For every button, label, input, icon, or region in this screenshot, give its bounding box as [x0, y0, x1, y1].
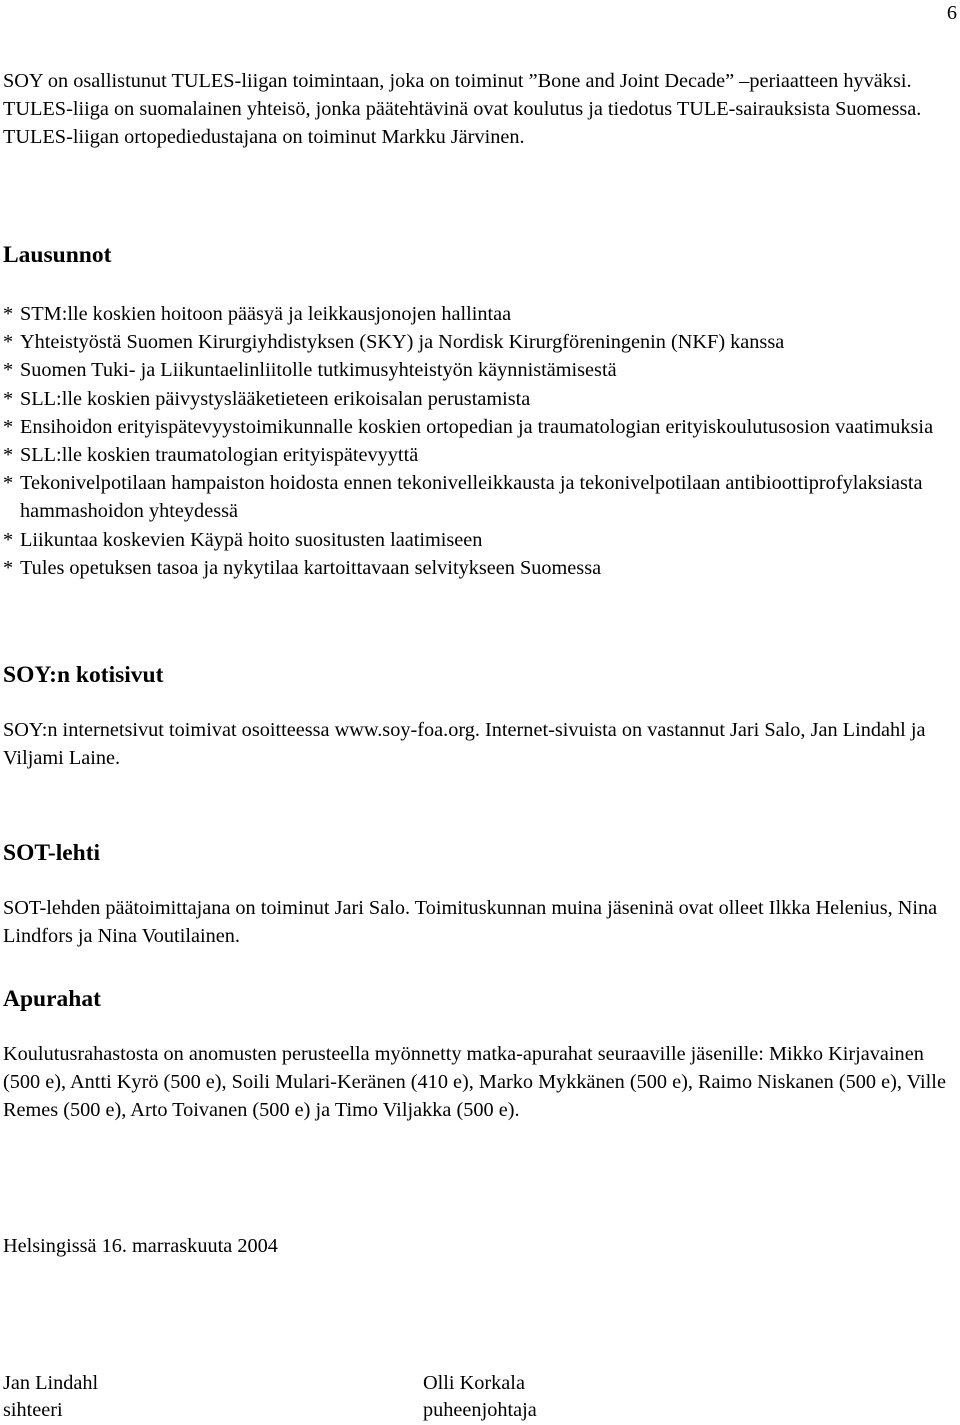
bullet-marker: *	[3, 359, 14, 382]
list-item-text: Tules opetuksen tasoa ja nykytilaa kartoittavaan selvitykseen Suomessa	[20, 556, 602, 579]
list-item	[3, 385, 958, 413]
bullet-marker: *	[3, 331, 14, 354]
list-item	[3, 526, 958, 554]
list-item	[3, 469, 958, 525]
signatory-name: Olli Korkala	[423, 1372, 525, 1394]
list-item-text: STM:lle koskien hoitoon pääsyä ja leikkausjonojen hallintaa	[20, 303, 512, 325]
bullet-marker: *	[3, 528, 14, 551]
list-item-text: Ensihoidon erityispätevyystoimikunnalle koskien ortopedian ja traumatologian erityiskoulutusosion vaatimuksia	[20, 415, 934, 438]
intro-paragraph: SOY on osallistunut TULES-liigan toimintaan, joka on toiminut ”Bone and Joint Decade” –periaatteen hyväksi. TULES-liiga on suomalainen yhteisö, jonka päätehtävinä ovat koulutus ja tiedotus TULE-sairauksista Suomessa. TULES-liigan ortopediedustajana on toiminut Markku Järvinen.	[3, 70, 922, 149]
bullet-marker: *	[3, 303, 14, 325]
list-item-text: SLL:lle koskien päivystyslääketieteen erikoisalan perustamista	[20, 387, 531, 410]
place-and-date: Helsingissä 16. marraskuuta 2004	[3, 1235, 278, 1257]
signatory-title: sihteeri	[3, 1399, 63, 1421]
list-item-text: Suomen Tuki- ja Liikuntaelinliitolle tutkimusyhteistyön käynnistämisestä	[20, 359, 617, 382]
list-item-text: Tekonivelpotilaan hampaiston hoidosta ennen tekonivelleikkausta ja tekonivelpotilaan antibioottiprofylaksiasta hammashoidon yhteydessä	[20, 472, 923, 523]
list-item-text: SLL:lle koskien traumatologian erityispätevyyttä	[20, 444, 419, 467]
list-item	[3, 441, 958, 469]
list-item	[3, 300, 958, 328]
statements-list	[3, 300, 958, 582]
list-item	[3, 413, 958, 441]
bullet-marker: *	[3, 556, 14, 579]
signature-chairman	[423, 1370, 537, 1424]
bullet-marker: *	[3, 415, 14, 438]
heading-kotisivut: SOY:n kotisivut	[3, 662, 164, 688]
heading-lausunnot: Lausunnot	[3, 242, 112, 268]
signatory-title: puheenjohtaja	[423, 1399, 537, 1421]
list-item	[3, 356, 958, 384]
signature-secretary	[3, 1370, 98, 1424]
bullet-marker: *	[3, 472, 14, 495]
bullet-marker: *	[3, 387, 14, 410]
list-item-text: Liikuntaa koskevien Käypä hoito suositusten laatimiseen	[20, 528, 483, 551]
heading-sot-lehti: SOT-lehti	[3, 840, 101, 866]
signatory-name: Jan Lindahl	[3, 1372, 99, 1394]
list-item	[3, 554, 958, 582]
page-number: 6	[946, 2, 957, 24]
apurahat-paragraph: Koulutusrahastosta on anomusten perusteella myönnetty matka-apurahat seuraaville jäsenille: Mikko Kirjavainen (500 e), Antti Kyrö (500 e), Soili Mulari-Keränen (410 e), Marko Mykkänen (500 e), Raimo Niskanen (500 e), Ville Remes (500 e), Arto Toivanen (500 e) ja Timo Viljakka (500 e).	[3, 1043, 946, 1122]
bullet-marker: *	[3, 444, 14, 467]
list-item	[3, 328, 958, 356]
kotisivut-paragraph: SOY:n internetsivut toimivat osoitteessa www.soy-foa.org. Internet-sivuista on vastannut Jari Salo, Jan Lindahl ja Viljami Laine.	[3, 719, 926, 770]
list-item-text: Yhteistyöstä Suomen Kirurgiyhdistyksen (SKY) ja Nordisk Kirurgföreningenin (NKF) kanssa	[20, 331, 785, 354]
sot-lehti-paragraph: SOT-lehden päätoimittajana on toiminut Jari Salo. Toimituskunnan muina jäseninä ovat olleet Ilkka Helenius, Nina Lindfors ja Nina Voutilainen.	[3, 897, 938, 948]
heading-apurahat: Apurahat	[3, 986, 101, 1012]
